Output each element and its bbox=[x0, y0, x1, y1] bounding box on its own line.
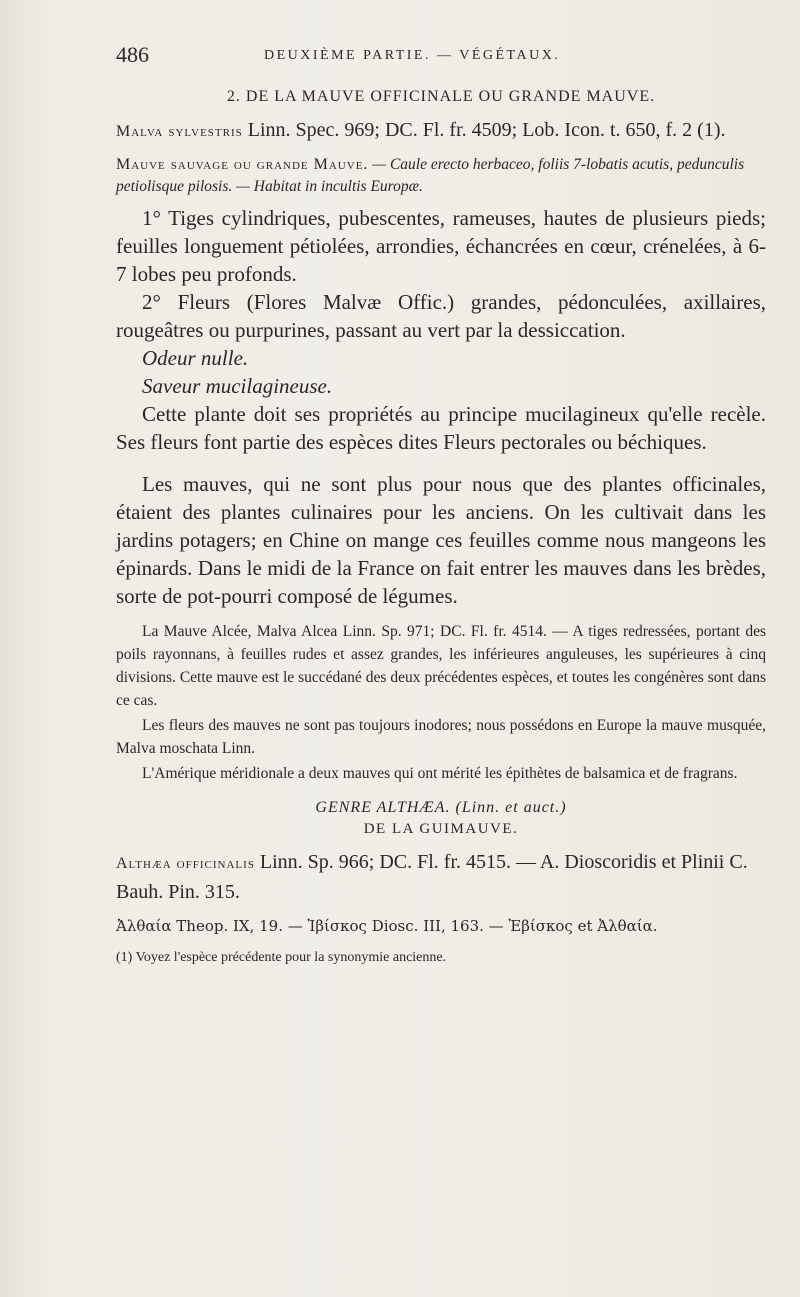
paragraph-odeur: Odeur nulle. bbox=[142, 346, 249, 370]
common-name: Mauve sauvage ou grande Mauve. bbox=[116, 156, 369, 173]
paragraph-stems: 1° Tiges cylindriques, pubescentes, rameuses, hautes de plusieurs pieds; feuilles longuement pétiolées, arrondies, échancrées en cœur, crénelées, à 6-7 lobes peu profonds. bbox=[116, 206, 766, 286]
running-head bbox=[116, 42, 766, 78]
page-number: 486 bbox=[116, 42, 149, 67]
page-content bbox=[116, 42, 766, 968]
footnote: (1) Voyez l'espèce précédente pour la synonymie ancienne. bbox=[116, 950, 447, 965]
genus-title: GENRE ALTHÆA. (Linn. et auct.) bbox=[315, 799, 567, 816]
paragraph-saveur: Saveur mucilagineuse. bbox=[142, 374, 333, 398]
synonymy-text: Linn. Spec. 969; DC. Fl. fr. 4509; Lob. Icon. t. 650, f. 2 (1). bbox=[242, 119, 726, 141]
species-name: Malva sylvestris bbox=[116, 123, 243, 140]
paragraph-flowers: 2° Fleurs (Flores Malvæ Offic.) grandes, pédonculées, axillaires, rougeâtres ou purpurines, passant au vert par la dessiccation. bbox=[116, 290, 766, 342]
latin-description bbox=[116, 154, 766, 198]
paragraph-history: Les mauves, qui ne sont plus pour nous que des plantes officinales, étaient des plantes culinaires pour les anciens. On les cultivait dans les jardins potagers; en Chine on mange ces feuilles comme nous mangeons les épinards. Dans le midi de la France on fait entrer les mauves dans les brèdes, sorte de pot-pourri composé de légumes. bbox=[116, 472, 766, 608]
running-title: DEUXIÈME PARTIE. — VÉGÉTAUX. bbox=[264, 48, 561, 63]
notes-block bbox=[116, 620, 766, 785]
note-fragrance: Les fleurs des mauves ne sont pas toujours inodores; nous possédons en Europe la mauve musquée, Malva moschata Linn. bbox=[116, 717, 766, 757]
genus-species-name: Althæa officinalis bbox=[116, 855, 255, 872]
latin-text: — Caule erecto herbaceo, foliis 7-lobatis acutis, pedunculis petiolisque pilosis. — Habitat in incultis Europæ. bbox=[116, 156, 745, 195]
genus-synonymy bbox=[116, 848, 766, 906]
note-america: L'Amérique méridionale a deux mauves qui ont mérité les épithètes de balsamica et de fragrans. bbox=[142, 765, 738, 782]
genus-synonymy-text: Linn. Sp. 966; DC. Fl. fr. 4515. — A. Dioscoridis et Plinii C. Bauh. Pin. 315. bbox=[116, 851, 748, 903]
synonymy bbox=[116, 116, 766, 146]
greek-names: Ἀλθαία Theop. IX, 19. — Ἰβίσκος Diosc. III, 163. — Ἐβίσκος et Ἀλθαία. bbox=[116, 917, 658, 935]
note-alcea: La Mauve Alcée, Malva Alcea Linn. Sp. 971; DC. Fl. fr. 4514. — A tiges redressées, portant des poils rayonnans, à feuilles rudes et assez grandes, les inférieures anguleuses, les supérieures à cinq divisions. Cette mauve est le succédané des deux précédentes espèces, et toutes les congénères sont dans ce cas. bbox=[116, 623, 766, 709]
section-title: 2. DE LA MAUVE OFFICINALE OU GRANDE MAUVE. bbox=[226, 88, 656, 105]
paragraph-properties: Cette plante doit ses propriétés au principe mucilagineux qu'elle recèle. Ses fleurs font partie des espèces dites Fleurs pectorales ou béchiques. bbox=[116, 402, 766, 454]
genus-subtitle: DE LA GUIMAUVE. bbox=[363, 821, 519, 837]
